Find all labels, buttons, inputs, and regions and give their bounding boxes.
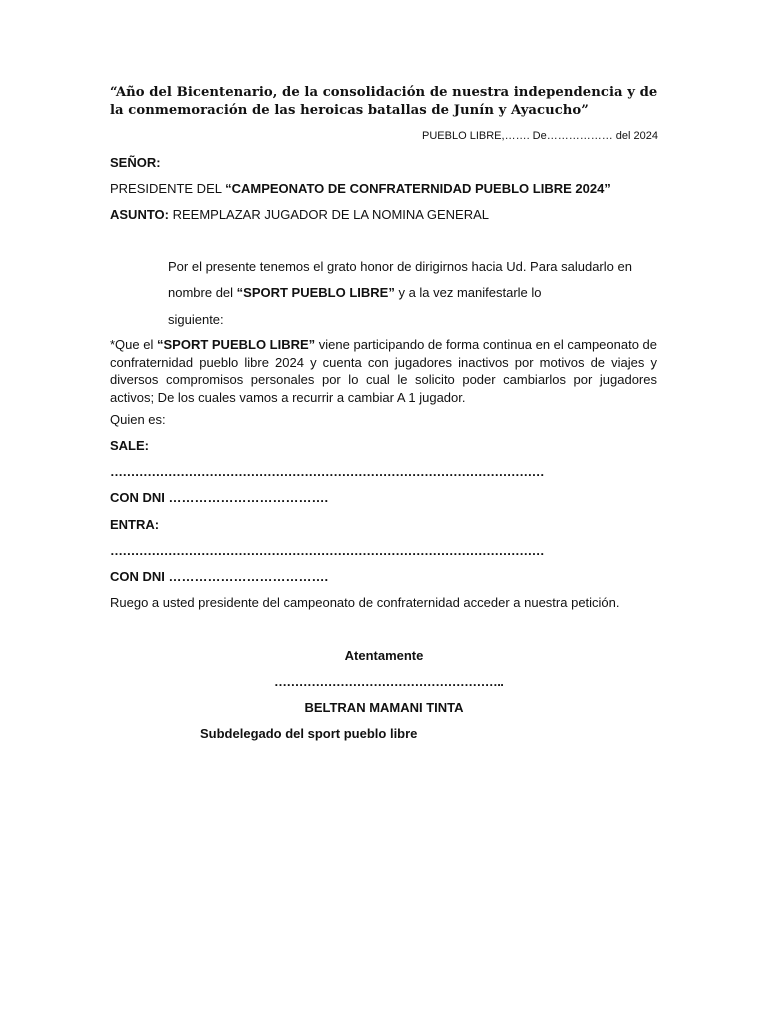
body-text: viene participando de forma continua en el campeonato de confraternidad pueblo libre 2024 y cuenta con jugadores inactivos por motivos de viajes y diversos compromisos personales por lo cual le solicito poder cambiarlos por jugadores activos; De los cuales vamos a recurrir a cambiar A 1 jugador. [110,337,658,405]
salutation: SEÑOR: [110,155,161,170]
closing-request: Ruego a usted presidente del campeonato de confraternidad acceder a nuestra petición. [110,595,620,610]
entra-dni: CON DNI ………………………………. [110,569,329,584]
addressee-line [110,181,611,196]
subject-text: REEMPLAZAR JUGADOR DE LA NOMINA GENERAL [168,207,490,222]
sale-label: SALE: [110,438,149,453]
signer-role: Subdelegado del sport pueblo libre [200,726,418,741]
signature-line: ……………………………………………….. [274,674,504,689]
sale-name-line: …………………………………………………………………………………………… [110,464,545,479]
quien-es: Quien es: [110,412,166,427]
place-date: PUEBLO LIBRE,……. De……………… del 2024 [422,130,658,142]
entra-label: ENTRA: [110,517,160,532]
intro-line-1: Por el presente tenemos el grato honor de dirigirnos hacia Ud. Para saludarlo en [168,259,632,274]
body-prefix: *Que el [110,337,157,352]
intro-line-3: siguiente: [168,312,224,327]
subject-line [110,207,489,222]
body-team-name: “SPORT PUEBLO LIBRE” [156,337,316,352]
team-name: “SPORT PUEBLO LIBRE” [236,285,395,300]
header-motto: “Año del Bicentenario, de la consolidación de nuestra independencia y de la conmemoración de las heroicas batallas de Junín y Ayacucho” [110,85,658,118]
intro-prefix: nombre del [168,285,237,300]
event-name: “CAMPEONATO DE CONFRATERNIDAD PUEBLO LIBRE 2024” [225,181,611,196]
body-paragraph [110,336,657,406]
entra-name-line: …………………………………………………………………………………………… [110,543,545,558]
subject-label: ASUNTO: [110,207,169,222]
sale-dni: CON DNI ………………………………. [110,490,329,505]
regards: Atentamente [344,648,424,663]
signer-name: BELTRAN MAMANI TINTA [304,700,464,715]
intro-line-2 [168,285,542,300]
intro-suffix: y a la vez manifestarle lo [394,285,542,300]
addressee-position: PRESIDENTE DEL [110,181,226,196]
